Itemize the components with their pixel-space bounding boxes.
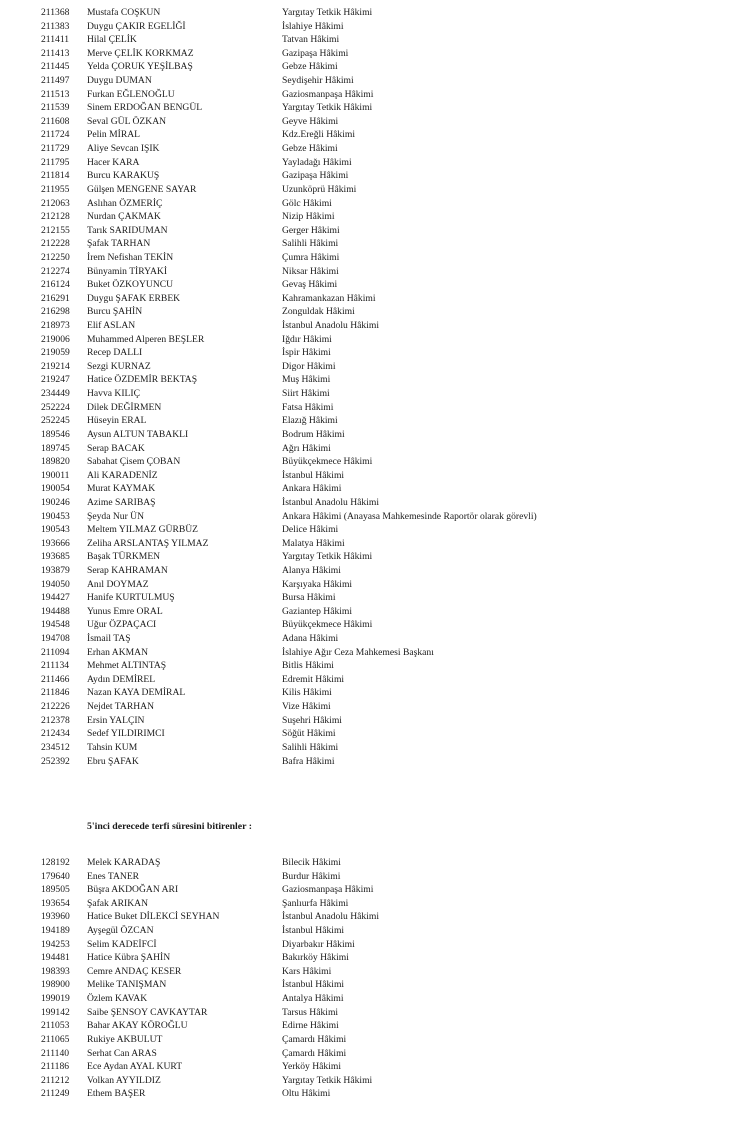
judge-name: Hüseyin ERAL — [87, 415, 147, 427]
duty-station: İstanbul Hâkimi — [282, 979, 345, 991]
list-item — [0, 128, 730, 142]
list-item — [0, 47, 730, 61]
judge-name: Hilal ÇELİK — [87, 34, 137, 46]
list-item — [0, 870, 730, 884]
registry-number: 211445 — [41, 61, 70, 73]
duty-station: Karşıyaka Hâkimi — [282, 578, 353, 590]
judge-name: Tarık SARIDUMAN — [87, 224, 168, 236]
duty-station: Gazipaşa Hâkimi — [282, 47, 349, 59]
list-item — [0, 333, 730, 347]
duty-station: Delice Hâkimi — [282, 524, 339, 536]
list-item — [0, 6, 730, 20]
list-item — [0, 1019, 730, 1033]
list-item — [0, 496, 730, 510]
list-item — [0, 442, 730, 456]
judge-name: Selim KADEİFCİ — [87, 938, 157, 950]
judge-name: Gülşen MENGENE SAYAR — [87, 183, 197, 195]
registry-number: 193879 — [41, 564, 70, 576]
duty-station: Büyükçekmece Hâkimi — [282, 619, 373, 631]
judge-name: Enes TANER — [87, 870, 140, 882]
duty-station: Salihli Hâkimi — [282, 238, 339, 250]
judge-name: Başak TÜRKMEN — [87, 551, 161, 563]
judge-name: Yunus Emre ORAL — [87, 605, 163, 617]
list-item — [0, 346, 730, 360]
judge-name: Sezgi KURNAZ — [87, 360, 151, 372]
list-item — [0, 360, 730, 374]
duty-station: Kilis Hâkimi — [282, 687, 332, 699]
judge-name: Saibe ŞENSOY CAVKAYTAR — [87, 1006, 208, 1018]
registry-number: 216298 — [41, 306, 70, 318]
duty-station: Siirt Hâkimi — [282, 388, 330, 400]
duty-station: Kdz.Ereğli Hâkimi — [282, 129, 355, 141]
list-item — [0, 741, 730, 755]
duty-station: Seydişehir Hâkimi — [282, 75, 354, 87]
list-item — [0, 938, 730, 952]
judge-name: Anıl DOYMAZ — [87, 578, 149, 590]
list-item — [0, 883, 730, 897]
list-item — [0, 550, 730, 564]
judge-name: Nazan KAYA DEMİRAL — [87, 687, 186, 699]
duty-station: Yargıtay Tetkik Hâkimi — [282, 551, 373, 563]
judge-name: Buket ÖZKOYUNCU — [87, 279, 174, 291]
list-item — [0, 197, 730, 211]
registry-number: 252224 — [41, 401, 70, 413]
registry-number: 212274 — [41, 265, 70, 277]
judge-name: Duygu ÇAKIR EGELİĞİ — [87, 20, 186, 32]
duty-station: Gerger Hâkimi — [282, 224, 340, 236]
registry-number: 219006 — [41, 333, 70, 345]
registry-number: 252392 — [41, 755, 70, 767]
registry-number: 211513 — [41, 88, 70, 100]
list-item — [0, 305, 730, 319]
registry-number: 211608 — [41, 115, 70, 127]
duty-station: Söğüt Hâkimi — [282, 728, 336, 740]
list-item — [0, 373, 730, 387]
duty-station: Yayladağı Hâkimi — [282, 156, 352, 168]
judge-name: Sedef YILDIRIMCI — [87, 728, 165, 740]
duty-station: Antalya Hâkimi — [282, 993, 344, 1005]
list-item — [0, 142, 730, 156]
list-item — [0, 251, 730, 265]
registry-number: 211539 — [41, 102, 70, 114]
registry-number: 128192 — [41, 857, 70, 868]
judge-name: Burcu KARAKUŞ — [87, 170, 160, 182]
registry-number: 216124 — [41, 279, 70, 291]
judge-name: Burcu ŞAHİN — [87, 306, 143, 318]
registry-number: 198900 — [41, 979, 70, 991]
duty-station: Adana Hâkimi — [282, 633, 339, 645]
judge-name: Melike TANIŞMAN — [87, 979, 167, 991]
duty-station: İstanbul Anadolu Hâkimi — [282, 496, 379, 508]
duty-station: Ağrı Hâkimi — [282, 442, 331, 454]
list-item — [0, 115, 730, 129]
duty-station: Çumra Hâkimi — [282, 251, 340, 263]
list-item — [0, 482, 730, 496]
judge-name: Aliye Sevcan IŞIK — [87, 143, 160, 155]
duty-station: Ankara Hâkimi — [282, 483, 342, 495]
registry-number: 199019 — [41, 993, 70, 1005]
judge-name: Aydın DEMİREL — [87, 673, 156, 685]
duty-station: Gaziantep Hâkimi — [282, 605, 353, 617]
registry-number: 194548 — [41, 619, 70, 631]
duty-station: Fatsa Hâkimi — [282, 401, 334, 413]
judge-name: Azime SARIBAŞ — [87, 496, 156, 508]
list-item — [0, 646, 730, 660]
list-item — [0, 965, 730, 979]
duty-station: Bodrum Hâkimi — [282, 428, 345, 440]
duty-station: Tatvan Hâkimi — [282, 34, 340, 46]
registry-number: 189546 — [41, 428, 70, 440]
judge-name: Nurdan ÇAKMAK — [87, 211, 161, 223]
duty-station: Oltu Hâkimi — [282, 1088, 331, 1100]
list-item — [0, 1033, 730, 1047]
judge-list-grade5 — [0, 856, 730, 1101]
registry-number: 212063 — [41, 197, 70, 209]
list-item — [0, 278, 730, 292]
judge-name: İsmail TAŞ — [87, 633, 131, 645]
duty-station: Büyükçekmece Hâkimi — [282, 456, 373, 468]
duty-station: Edremit Hâkimi — [282, 673, 345, 685]
list-item — [0, 978, 730, 992]
duty-station: Elazığ Hâkimi — [282, 415, 338, 427]
list-item — [0, 428, 730, 442]
judge-name: Seval GÜL ÖZKAN — [87, 115, 167, 127]
list-item — [0, 673, 730, 687]
list-item — [0, 1074, 730, 1088]
judge-name: Mehmet ALTINTAŞ — [87, 660, 167, 672]
list-item — [0, 578, 730, 592]
list-item — [0, 659, 730, 673]
judge-name: Özlem KAVAK — [87, 993, 148, 1005]
list-item — [0, 700, 730, 714]
duty-station: Salihli Hâkimi — [282, 741, 339, 753]
judge-name: Büşra AKDOĞAN ARI — [87, 884, 179, 896]
registry-number: 216291 — [41, 292, 70, 304]
list-item — [0, 537, 730, 551]
registry-number: 194481 — [41, 952, 70, 964]
registry-number: 211497 — [41, 75, 70, 87]
registry-number: 194427 — [41, 592, 70, 604]
list-item — [0, 88, 730, 102]
duty-station: Bakırköy Hâkimi — [282, 952, 349, 964]
duty-station: Gölc Hâkimi — [282, 197, 332, 209]
list-item — [0, 992, 730, 1006]
registry-number: 198393 — [41, 965, 70, 977]
duty-station: Yerköy Hâkimi — [282, 1061, 341, 1073]
registry-number: 193960 — [41, 911, 70, 923]
judge-name: Murat KAYMAK — [87, 483, 156, 495]
duty-station: İslahiye Ağır Ceza Mahkemesi Başkanı — [282, 646, 434, 658]
duty-station: Uzunköprü Hâkimi — [282, 183, 357, 195]
duty-station: Alanya Hâkimi — [282, 564, 341, 576]
list-item — [0, 924, 730, 938]
registry-number: 218973 — [41, 320, 70, 332]
registry-number: 190054 — [41, 483, 70, 495]
list-item — [0, 210, 730, 224]
judge-name: Tahsin KUM — [87, 741, 138, 753]
registry-number: 211413 — [41, 47, 70, 59]
judge-name: Bünyamin TİRYAKİ — [87, 265, 168, 277]
duty-station: Şanlıurfa Hâkimi — [282, 897, 349, 909]
duty-station: Muş Hâkimi — [282, 374, 331, 386]
list-item — [0, 951, 730, 965]
duty-station: Digor Hâkimi — [282, 360, 336, 372]
registry-number: 211466 — [41, 673, 70, 685]
duty-station: Çamardı Hâkimi — [282, 1033, 347, 1045]
duty-station: Edirne Hâkimi — [282, 1020, 339, 1032]
registry-number: 211134 — [41, 660, 70, 672]
list-item — [0, 414, 730, 428]
list-item — [0, 686, 730, 700]
judge-name: Uğur ÖZPAÇACI — [87, 619, 157, 631]
registry-number: 252245 — [41, 415, 70, 427]
registry-number: 190246 — [41, 496, 70, 508]
judge-name: Elif ASLAN — [87, 320, 136, 332]
registry-number: 211140 — [41, 1047, 70, 1059]
list-item — [0, 74, 730, 88]
judge-name: Meltem YILMAZ GÜRBÜZ — [87, 524, 199, 536]
duty-station: Diyarbakır Hâkimi — [282, 938, 355, 950]
duty-station: Yargıtay Tetkik Hâkimi — [282, 1074, 373, 1086]
duty-station: Gebze Hâkimi — [282, 143, 338, 155]
judge-name: Hatice Kübra ŞAHİN — [87, 952, 171, 964]
registry-number: 194189 — [41, 925, 70, 937]
duty-station: Bafra Hâkimi — [282, 755, 335, 767]
judge-name: Aysun ALTUN TABAKLI — [87, 428, 189, 440]
registry-number: 212250 — [41, 251, 70, 263]
duty-station: İstanbul Hâkimi — [282, 925, 345, 937]
list-item — [0, 455, 730, 469]
judge-name: Şeyda Nur ÜN — [87, 510, 145, 522]
judge-name: Volkan AYYILDIZ — [87, 1074, 161, 1086]
registry-number: 212434 — [41, 728, 70, 740]
list-item — [0, 523, 730, 537]
registry-number: 189820 — [41, 456, 70, 468]
duty-station: Gevaş Hâkimi — [282, 279, 338, 291]
duty-station: Gazipaşa Hâkimi — [282, 170, 349, 182]
registry-number: 190543 — [41, 524, 70, 536]
list-item — [0, 469, 730, 483]
list-item — [0, 755, 730, 769]
registry-number: 211724 — [41, 129, 70, 141]
registry-number: 194050 — [41, 578, 70, 590]
duty-station: Tarsus Hâkimi — [282, 1006, 339, 1018]
list-item — [0, 237, 730, 251]
judge-name: Ethem BAŞER — [87, 1088, 146, 1100]
registry-number: 199142 — [41, 1006, 70, 1018]
list-item — [0, 169, 730, 183]
list-item — [0, 401, 730, 415]
judge-name: Hatice Buket DİLEKCİ SEYHAN — [87, 911, 220, 923]
list-item — [0, 618, 730, 632]
judge-name: Ali KARADENİZ — [87, 469, 158, 481]
registry-number: 211186 — [41, 1061, 70, 1073]
duty-station: Bursa Hâkimi — [282, 592, 336, 604]
duty-station: İslahiye Hâkimi — [282, 20, 344, 32]
list-item — [0, 714, 730, 728]
list-item — [0, 292, 730, 306]
duty-station: İspir Hâkimi — [282, 347, 331, 359]
judge-name: Zeliha ARSLANTAŞ YILMAZ — [87, 537, 209, 549]
registry-number: 211249 — [41, 1088, 70, 1100]
judge-name: Pelin MİRAL — [87, 129, 141, 141]
registry-number: 179640 — [41, 870, 70, 882]
list-item — [0, 1047, 730, 1061]
duty-station: Yargıtay Tetkik Hâkimi — [282, 102, 373, 114]
judge-name: Hatice ÖZDEMİR BEKTAŞ — [87, 374, 198, 386]
duty-station: Kahramankazan Hâkimi — [282, 292, 376, 304]
duty-station: Bilecik Hâkimi — [282, 857, 341, 868]
duty-station: Iğdır Hâkimi — [282, 333, 332, 345]
duty-station: İstanbul Anadolu Hâkimi — [282, 320, 379, 332]
list-item — [0, 632, 730, 646]
duty-station: Vize Hâkimi — [282, 701, 331, 713]
judge-name: Serhat Can ARAS — [87, 1047, 157, 1059]
judge-name: Duygu DUMAN — [87, 75, 152, 87]
registry-number: 211212 — [41, 1074, 70, 1086]
registry-number: 212155 — [41, 224, 70, 236]
duty-station: Suşehri Hâkimi — [282, 714, 342, 726]
list-item — [0, 727, 730, 741]
judge-name: Şafak TARHAN — [87, 238, 151, 250]
judge-name: Serap KAHRAMAN — [87, 564, 168, 576]
judge-name: Sabahat Çisem ÇOBAN — [87, 456, 181, 468]
judge-name: Yelda ÇORUK YEŞİLBAŞ — [87, 61, 193, 73]
registry-number: 212226 — [41, 701, 70, 713]
list-item — [0, 564, 730, 578]
registry-number: 211411 — [41, 34, 70, 46]
judge-name: Recep DALLI — [87, 347, 143, 359]
judge-name: Erhan AKMAN — [87, 646, 149, 658]
duty-station: İstanbul Anadolu Hâkimi — [282, 911, 379, 923]
list-item — [0, 224, 730, 238]
registry-number: 189745 — [41, 442, 70, 454]
judge-name: Muhammed Alperen BEŞLER — [87, 333, 205, 345]
duty-station: Burdur Hâkimi — [282, 870, 341, 882]
list-item — [0, 60, 730, 74]
judge-name: Ebru ŞAFAK — [87, 755, 139, 767]
registry-number: 193666 — [41, 537, 70, 549]
judge-name: Rukiye AKBULUT — [87, 1033, 163, 1045]
duty-station: İstanbul Hâkimi — [282, 469, 345, 481]
list-item — [0, 387, 730, 401]
registry-number: 194708 — [41, 633, 70, 645]
judge-name: Mustafa COŞKUN — [87, 7, 161, 18]
duty-station: Geyve Hâkimi — [282, 115, 339, 127]
judge-name: Şafak ARIKAN — [87, 897, 149, 909]
judge-name: Ersin YALÇIN — [87, 714, 145, 726]
duty-station: Kars Hâkimi — [282, 965, 332, 977]
registry-number: 211094 — [41, 646, 70, 658]
registry-number: 219247 — [41, 374, 70, 386]
judge-name: Dilek DEĞİRMEN — [87, 401, 162, 413]
registry-number: 234512 — [41, 741, 70, 753]
list-item — [0, 897, 730, 911]
duty-station: Malatya Hâkimi — [282, 537, 345, 549]
registry-number: 211846 — [41, 687, 70, 699]
list-item — [0, 33, 730, 47]
list-item — [0, 910, 730, 924]
list-item — [0, 319, 730, 333]
list-item — [0, 20, 730, 34]
duty-station: Gebze Hâkimi — [282, 61, 338, 73]
list-item — [0, 1060, 730, 1074]
judge-name: Aslıhan ÖZMERİÇ — [87, 197, 163, 209]
list-item — [0, 265, 730, 279]
duty-station: Çamardı Hâkimi — [282, 1047, 347, 1059]
judge-name: Nejdet TARHAN — [87, 701, 155, 713]
judge-name: Cemre ANDAÇ KESER — [87, 965, 182, 977]
registry-number: 211053 — [41, 1020, 70, 1032]
duty-station: Ankara Hâkimi (Anayasa Mahkemesinde Raportör olarak görevli) — [282, 510, 537, 522]
duty-station: Yargıtay Tetkik Hâkimi — [282, 7, 373, 18]
judge-name: Havva KILIÇ — [87, 388, 141, 400]
registry-number: 211955 — [41, 183, 70, 195]
judge-name: İrem Nefishan TEKİN — [87, 251, 174, 263]
duty-station: Niksar Hâkimi — [282, 265, 339, 277]
duty-station: Gaziosmanpaşa Hâkimi — [282, 88, 374, 100]
registry-number: 193654 — [41, 897, 70, 909]
judge-name: Bahar AKAY KÖROĞLU — [87, 1020, 188, 1032]
registry-number: 211729 — [41, 143, 70, 155]
duty-station: Nizip Hâkimi — [282, 211, 335, 223]
registry-number: 211065 — [41, 1033, 70, 1045]
judge-name: Hanife KURTULMUŞ — [87, 592, 175, 604]
registry-number: 234449 — [41, 388, 70, 400]
list-item — [0, 101, 730, 115]
judge-name: Hacer KARA — [87, 156, 140, 168]
judge-name: Furkan EĞLENOĞLU — [87, 88, 175, 100]
list-item — [0, 591, 730, 605]
registry-number: 194488 — [41, 605, 70, 617]
judge-name: Sinem ERDOĞAN BENGÜL — [87, 102, 203, 114]
registry-number: 189505 — [41, 884, 70, 896]
judge-name: Serap BACAK — [87, 442, 145, 454]
judge-name: Duygu ŞAFAK ERBEK — [87, 292, 181, 304]
registry-number: 212128 — [41, 211, 70, 223]
registry-number: 219059 — [41, 347, 70, 359]
list-item — [0, 1087, 730, 1101]
duty-station: Bitlis Hâkimi — [282, 660, 334, 672]
list-item — [0, 605, 730, 619]
registry-number: 212228 — [41, 238, 70, 250]
registry-number: 190453 — [41, 510, 70, 522]
list-item — [0, 156, 730, 170]
registry-number: 211383 — [41, 20, 70, 32]
list-item — [0, 183, 730, 197]
registry-number: 211368 — [41, 7, 70, 18]
duty-station: Gaziosmanpaşa Hâkimi — [282, 884, 374, 896]
registry-number: 193685 — [41, 551, 70, 563]
judge-name: Melek KARADAŞ — [87, 857, 161, 868]
list-item — [0, 1006, 730, 1020]
judge-name: Ece Aydan AYAL KURT — [87, 1061, 183, 1073]
judge-name: Ayşegül ÖZCAN — [87, 925, 154, 937]
judge-name: Merve ÇELİK KORKMAZ — [87, 47, 194, 59]
list-item — [0, 856, 730, 870]
registry-number: 190011 — [41, 469, 70, 481]
judge-list-main — [0, 6, 730, 768]
registry-number: 219214 — [41, 360, 70, 372]
registry-number: 211814 — [41, 170, 70, 182]
list-item — [0, 510, 730, 524]
registry-number: 194253 — [41, 938, 70, 950]
duty-station: Zonguldak Hâkimi — [282, 306, 355, 318]
section-heading: 5'inci derecede terfi süresini bitirenler : — [87, 821, 252, 832]
registry-number: 211795 — [41, 156, 70, 168]
registry-number: 212378 — [41, 714, 70, 726]
